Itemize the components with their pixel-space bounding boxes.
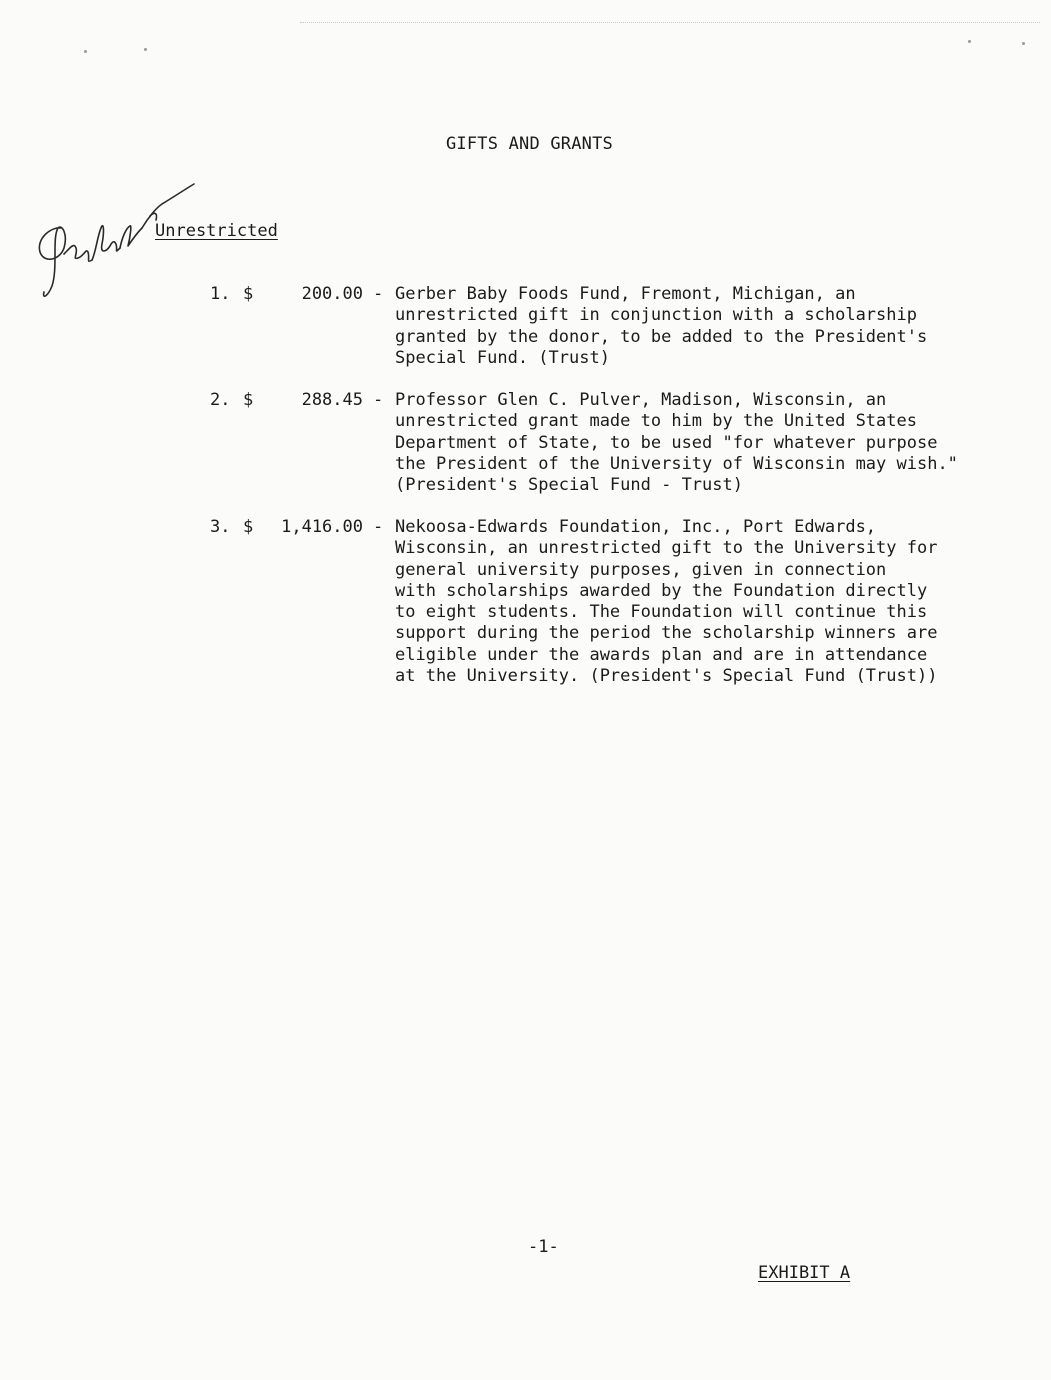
description-line: Department of State, to be used "for whatever purpose (395, 432, 938, 453)
item-description (395, 390, 975, 496)
item-amount: 200.00 (301, 284, 363, 304)
item-amount: 288.45 (301, 390, 363, 410)
description-line: Special Fund. (Trust) (395, 347, 610, 368)
item-number: 2. (210, 390, 231, 410)
currency-symbol: $ (243, 390, 254, 410)
description-line: eligible under the awards plan and are in attendance (395, 644, 928, 665)
description-line: unrestricted grant made to him by the United States (395, 411, 917, 432)
page-title: GIFTS AND GRANTS (446, 134, 613, 154)
item-separator: - (373, 284, 384, 304)
item-number: 3. (210, 517, 231, 537)
description-line: Professor Glen C. Pulver, Madison, Wisconsin, an (395, 390, 887, 410)
description-line: Nekoosa-Edwards Foundation, Inc., Port Edwards, (395, 517, 877, 537)
description-line: unrestricted gift in conjunction with a scholarship (395, 305, 917, 326)
description-line: general university purposes, given in connection (395, 559, 887, 580)
scan-speck (144, 48, 147, 51)
item-number: 1. (210, 284, 231, 304)
description-line: (President's Special Fund - Trust) (395, 475, 743, 496)
section-heading-unrestricted: Unrestricted (155, 221, 278, 241)
description-line: Wisconsin, an unrestricted gift to the University for (395, 538, 938, 559)
description-line: support during the period the scholarship winners are (395, 623, 938, 644)
description-line: the President of the University of Wisconsin may wish." (395, 453, 958, 474)
page-number: -1- (528, 1237, 559, 1257)
description-line: to eight students. The Foundation will continue this (395, 602, 928, 623)
description-line: with scholarships awarded by the Foundation directly (395, 580, 928, 601)
exhibit-label: EXHIBIT A (758, 1263, 851, 1283)
item-description (395, 284, 975, 369)
scan-edge-rule (300, 22, 1040, 23)
item-description (395, 517, 975, 687)
description-line: at the University. (President's Special Fund (Trust)) (395, 666, 938, 687)
currency-symbol: $ (243, 284, 254, 304)
scan-speck (1022, 42, 1025, 45)
currency-symbol: $ (243, 517, 254, 537)
scan-speck (968, 40, 971, 43)
item-separator: - (373, 517, 384, 537)
description-line: granted by the donor, to be added to the President's (395, 326, 928, 347)
description-line: Gerber Baby Foods Fund, Fremont, Michigan, an (395, 284, 856, 304)
item-amount: 1,416.00 (281, 517, 363, 537)
item-separator: - (373, 390, 384, 410)
scan-speck (84, 50, 87, 53)
